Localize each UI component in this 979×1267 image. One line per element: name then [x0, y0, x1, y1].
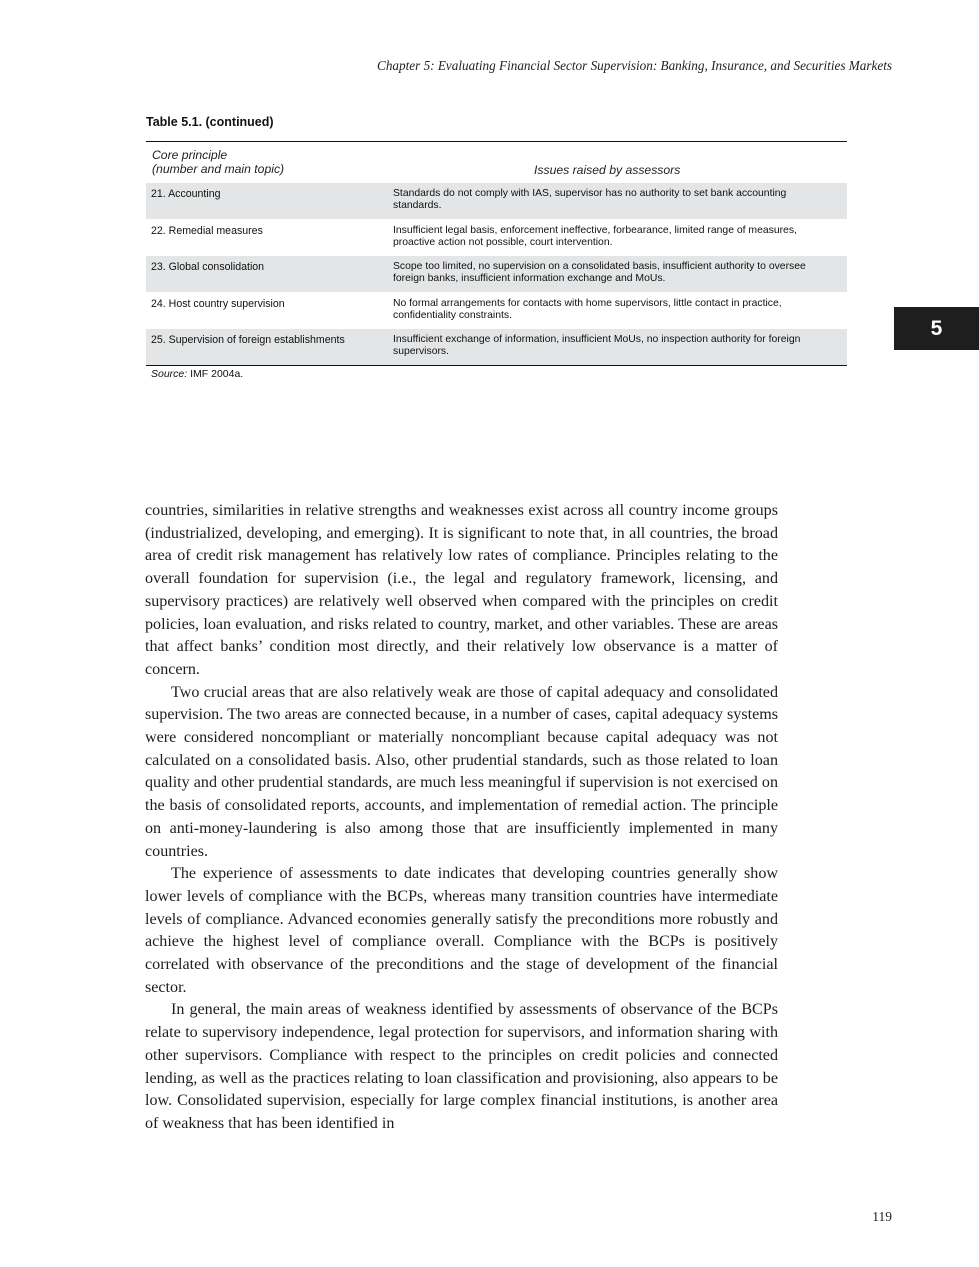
core-principles-table	[146, 141, 847, 366]
header-issues: Issues raised by assessors	[534, 163, 681, 177]
issues-cell: Standards do not comply with IAS, supervisor has no authority to set bank accounting standards.	[393, 188, 787, 211]
paragraph: Two crucial areas that are also relatively weak are those of capital adequacy and consolidated supervision. The two areas are connected because, in a number of cases, capital adequacy systems were considered noncompliant or materially noncompliant because capital adequacy was not calculated on a consolidated basis. Also, other prudential standards, such as those related to loan quality and other prudential standards, are much less meaningful if supervision is not exercised on the basis of consolidated reports, accounts, and implementation of remedial action. The principle on anti-money-laundering is also among those that are insufficiently implemented in many countries.	[145, 683, 778, 860]
principle-cell: 25. Supervision of foreign establishments	[151, 334, 345, 346]
table-header	[146, 142, 847, 182]
table-row	[146, 292, 847, 329]
issues-cell: Insufficient exchange of information, insufficient MoUs, no inspection authority for foreign supervisors.	[393, 334, 801, 357]
header-core-principle	[152, 148, 352, 176]
paragraph: In general, the main areas of weakness identified by assessments of observance of the BCPs relate to supervisory independence, legal protection for supervisors, and information sharing with other supervisors. Compliance with respect to the principles on credit policies and connected lending, as well as the practices relating to loan classification and provisioning, also appears to be low. Consolidated supervision, especially for large complex financial institutions, is another area of weakness that has been identified in	[145, 1001, 778, 1132]
table-row	[146, 255, 847, 292]
principle-cell: 24. Host country supervision	[151, 297, 285, 310]
page-number: 119	[872, 1209, 892, 1224]
header-core-principle-line2: (number and main topic)	[152, 162, 285, 176]
table-row	[146, 182, 847, 219]
principle-cell: 21. Accounting	[151, 188, 221, 200]
table-source	[151, 368, 243, 380]
issues-cell: Insufficient legal basis, enforcement ineffective, forbearance, limited range of measures, proactive action not possible, court intervention.	[393, 224, 797, 248]
paragraph: The experience of assessments to date indicates that developing countries generally show lower levels of compliance with the BCPs, whereas many transition countries have intermediate levels of compliance. Advanced economies generally satisfy the preconditions more robustly and achieve the highest level of compliance overall. Compliance with the BCPs is positively correlated with observance of the preconditions and the stage of development of the financial sector.	[145, 865, 778, 996]
principle-cell: 22. Remedial measures	[151, 224, 263, 237]
table-row	[146, 219, 847, 256]
issues-cell: No formal arrangements for contacts with home supervisors, little contact in practice, confidentiality constraints.	[393, 297, 782, 321]
table-row	[146, 328, 847, 365]
running-head: Chapter 5: Evaluating Financial Sector Supervision: Banking, Insurance, and Securities Markets	[377, 58, 892, 73]
chapter-tab: 5	[894, 307, 979, 350]
issues-cell: Scope too limited, no supervision on a consolidated basis, insufficient authority to oversee foreign banks, insufficient information exchange and MoUs.	[393, 261, 806, 284]
body-text	[145, 500, 778, 1136]
table-title: Table 5.1. (continued)	[146, 115, 274, 129]
header-core-principle-line1: Core principle	[152, 148, 228, 162]
source-text: IMF 2004a.	[190, 368, 244, 380]
paragraph: countries, similarities in relative strengths and weaknesses exist across all country income groups (industrialized, developing, and emerging). It is significant to note that, in all countries, the broad area of credit risk management has relatively low rates of compliance. Principles relating to the overall foundation for supervision (i.e., the legal and regulatory framework, licensing, and supervisory practices) are relatively well observed when compared with the principles on credit policies, loan evaluation, and risks related to country, market, and other variables. These are areas that affect banks’ condition most directly, and their relatively low observance is a matter of concern.	[145, 502, 778, 678]
source-label: Source:	[151, 368, 188, 380]
principle-cell: 23. Global consolidation	[151, 261, 265, 273]
